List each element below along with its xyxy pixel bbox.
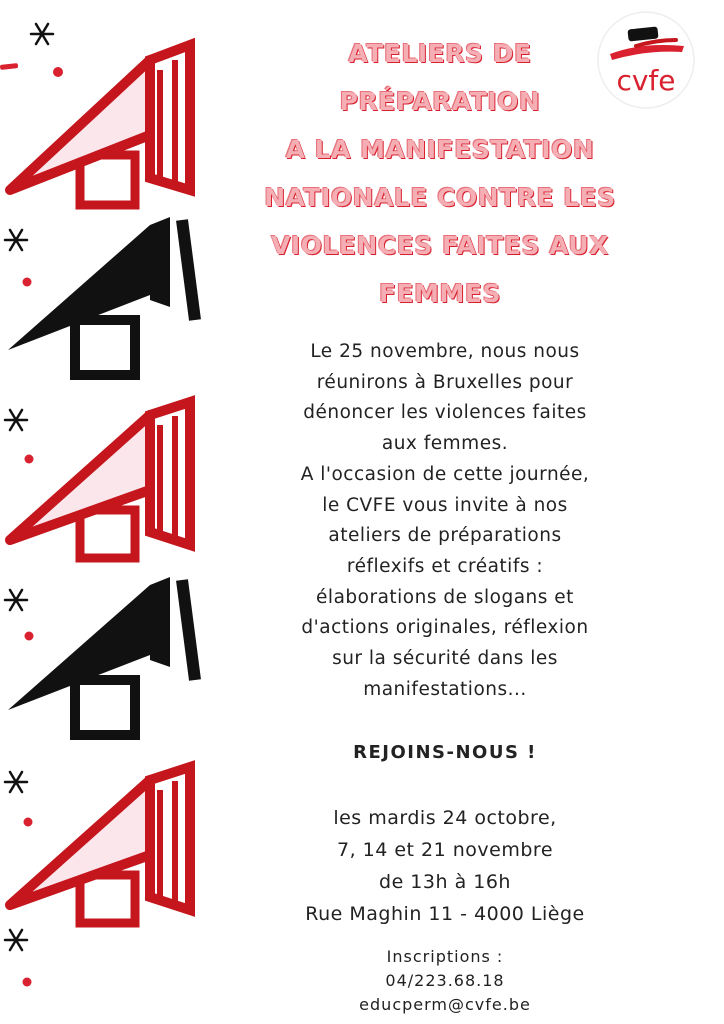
body-line: élaborations de slogans et [316,586,574,608]
title-line: ATELIERS DE [348,39,532,68]
asterisk-icon [5,410,27,430]
title-line: A LA MANIFESTATION [285,135,595,164]
title-line: FEMMES [379,279,501,308]
megaphone-icon [8,217,195,375]
confetti-dot-icon [23,278,32,287]
registration-label: Inscriptions : [386,947,504,966]
body-line: manifestations... [363,678,527,700]
body-line: A l'occasion de cette journée, [300,463,590,485]
contact-phone: 04/223.68.18 [385,971,505,990]
confetti-dot-icon [25,632,34,641]
confetti-dot-icon [23,978,32,987]
megaphone-icon [8,577,195,735]
body-line: réflexifs et créatifs : [346,555,544,577]
asterisk-icon [5,772,27,792]
schedule-line: 7, 14 et 21 novembre [336,839,554,861]
megaphone-icon [10,402,190,558]
title-line: NATIONALE CONTRE LES [264,183,616,212]
body-line: ateliers de préparations [328,525,562,547]
confetti-dot-icon [53,67,63,77]
body-line: d'actions originales, réflexion [301,617,589,639]
asterisk-icon [5,590,27,610]
event-address: Rue Maghin 11 - 4000 Liège [305,903,585,925]
title-line: VIOLENCES FAITES AUX [271,231,609,260]
body-line: réunirons à Bruxelles pour [316,371,574,393]
logo-text: cvfe [616,64,676,97]
asterisk-icon [5,230,27,250]
contact-email: educperm@cvfe.be [359,995,531,1014]
body-line: dénoncer les violences faites [303,402,587,424]
registration-contact [255,945,635,1017]
page-title [240,30,640,318]
body-line: Le 25 novembre, nous nous [310,341,580,362]
confetti-dot-icon [25,455,34,464]
confetti-dot-icon [24,818,33,827]
body-line: le CVFE vous invite à nos [322,494,568,516]
megaphone-column [0,0,210,1024]
confetti-dot-icon [0,63,18,70]
megaphone-icon [10,45,190,205]
title-line: PRÉPARATION [339,87,541,116]
schedule-line: de 13h à 16h [379,871,511,893]
asterisk-icon [5,930,27,950]
asterisk-icon [31,24,53,44]
event-schedule [255,802,635,930]
megaphone-icon [10,767,190,923]
join-callout: REJOINS-NOUS ! [353,742,537,763]
body-line: sur la sécurité dans les [332,648,558,670]
schedule-line: les mardis 24 octobre, [333,807,557,829]
description-paragraph [255,337,635,705]
body-line: aux femmes. [381,433,509,455]
